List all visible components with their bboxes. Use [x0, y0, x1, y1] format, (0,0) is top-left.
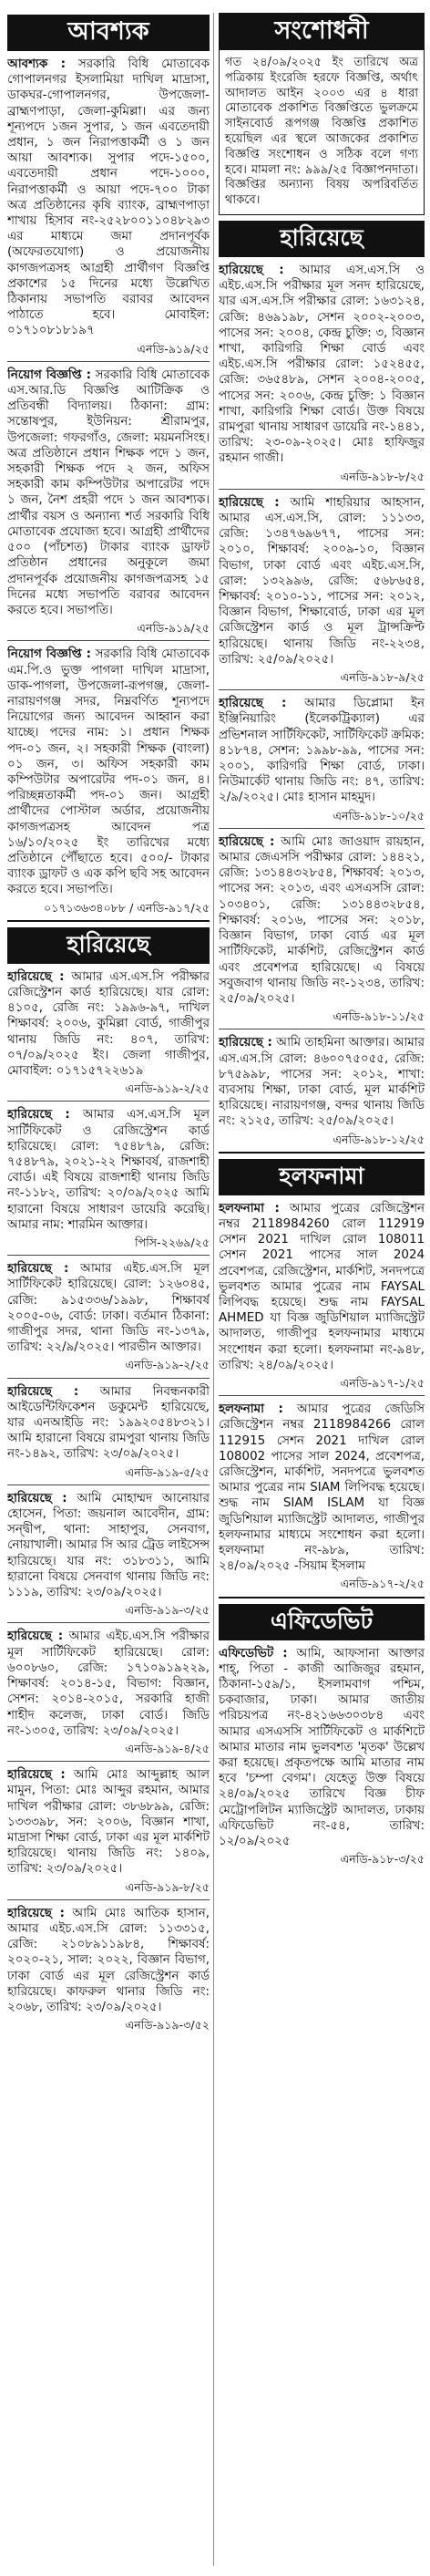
- lost-ad: [219, 263, 425, 484]
- lost-ad: [219, 1035, 425, 1146]
- ad-body: সরকারি বিধি মোতাবেক এস.আর.ডি বিজ্ঞপ্তি আটিক্রিক ও প্রতিবন্ধী বিদ্যালয়। ঠিকানা: গ্রাম: সন্তোষপুর, ইউনিয়ন: শ্রীরামপুর, উপজেলা: গফরগাঁও, জেলা: ময়মনসিংহ। অত্র প্রতিষ্ঠানে প্রধান শিক্ষক পদে ১ জন, সহকারী শিক্ষক পদে ২ জন, অফিস সহকারী কাম কম্পিউটার অপারেটর পদে ১ জন, নৈশ প্রহরী পদে ১ জন আবশ্যক। প্রার্থীর বয়স ও অন্যান্য শর্ত সরকারি বিধি মোতাবেক প্রযোজ্য হবে। আগ্রহী প্রার্থীদের ৫০০ (পাঁচশত) টাকার ব্যাংক ড্রাফট প্রতিষ্ঠান প্রধানের অনুকূলে জমা প্রদানপূর্বক প্রয়োজনীয় কাগজপত্রসহ ১৫ দিনের মধ্যে সভাপতি বরাবর আবেদন করতে হবে। সভাপতি।: [7, 367, 210, 617]
- ad-body: আমি শাহরিয়ার আহসান, আমার এস.এস.সি, রোল: ১১১৩৩, রেজি: ১৩৪৭৬৯৬৭৭, পাসের সন: ২০১০, শিক্ষাবর্ষ: ২০০৯-১০, বিজ্ঞান বিভাগ, ঢাকা বোর্ড এবং এইচ.এস.সি, রোল: ১৩২৯৯৬, রেজি: ৫৬৮৬৫৪, শিক্ষাবর্ষ: ২০১০-১১, পাসের সন: ২০১২, বিজ্ঞান বিভাগ, শিক্ষাবোর্ড, ঢাকা এর মূল রেজিস্ট্রেশন কার্ড ও মূল ট্রান্সক্রিপ্ট হারিয়েছে। থানায় জিডি নং-২২৩৪, তারিখ: ২৫/০৯/২০২৫।: [219, 495, 425, 667]
- ad-lead: আবশ্যক :: [7, 57, 66, 71]
- ad-separator: [219, 689, 425, 690]
- ad-lead: নিয়োগ বিজ্ঞপ্তি :: [7, 647, 92, 662]
- ad-code: এনডি-৯১৯-৩/৫২: [125, 2018, 210, 2033]
- lost-ad: [7, 1767, 210, 1895]
- ad-lead: হারিয়েছে :: [219, 1036, 272, 1050]
- lost-ad: [7, 1107, 210, 1250]
- ad-lead: হলফনামা :: [219, 1201, 280, 1216]
- affidavit2-ad: [219, 1646, 425, 1867]
- wanted-ad: [7, 647, 210, 915]
- ad-separator: [7, 640, 210, 641]
- ad-code: এনডি-৯১৮-১০/২৫: [333, 808, 425, 822]
- ad-lead: হারিয়েছে :: [219, 495, 280, 510]
- wanted-heading: আবশ্যক: [7, 15, 210, 51]
- ad-body: আমার এস.এস.সি ও এইচ.এস.সি পরীক্ষার মূল সনদ হারিয়েছে, যার এস.এস.সি পরীক্ষার রোল: ১৬৩১২৪, রেজি: ৪৬৯১৯৮, সেশন ২০০২-২০০৩, পাসের সন: ২০০৪, কেন্দ্র চুক্তি: ৩, বিজ্ঞান শাখা, কারিগরি শিক্ষা বোর্ড এবং এইচ.এস.সি পরীক্ষার রোল: ১৫২৪৫৫, রেজি: ৩৬৫৪৮৯, সেশন ২০০৪-২০০৫, পাসের সন: ২০০৬, কেন্দ্র চুক্তি: ১ বিজ্ঞান শাখা, কারিগরি শিক্ষা বোর্ড। উক্ত বিষয়ে রামপুরা থানায় সাধারণ ডায়েরি নং-১৪৪১, তারিখ: ২৩-০৯-২০২৫। মোঃ হাফিজুর রহমান গাজী।: [219, 263, 425, 466]
- ad-code: এনডি-৯১৯-৫/২৫: [125, 1464, 210, 1479]
- wanted-ad: [7, 367, 210, 636]
- ad-body: সরকারি বিধি মোতাবেক গোপালনগর ইসলামিয়া দাখিল মাদ্রাসা, ডাকঘর-গোপালনগর, উপজেলা-ব্রাহ্মণপাড়া, জেলা-কুমিল্লা। এর জন্য শূন্যপদে ১জন সুপার, ১ জন এবতেদায়ী প্রধান, ১ জন নিরাপত্তাকর্মী ও ১ জন আয়া আবশ্যক। সুপার পদে-১৫০০, এবতেদায়ী প্রধান পদে-১০০০, নিরাপত্তাকর্মী ও আয়া পদে-৭০০ টাকা অত্র প্রতিষ্ঠানের কৃষি ব্যাংক, ব্রাহ্মণপাড়া শাখায় হিসাব নং-২৫২৮০০১১০৪৮২৯৩ এর মাধ্যমে জমা প্রদানপূর্বক (অফেরতযোগ্য) ও প্রয়োজনীয় কাগজপত্রসহ আগ্রহী প্রার্থীগণ বিজ্ঞপ্তি প্রকাশের ১৫ দিনের মধ্যে উল্লেখিত ঠিকানায় সভাপতি বরাবর আবেদন পাঠাতে হবে। মোবাইল: ০১৭১০৮১৮১৯৭: [7, 57, 210, 338]
- lost-ad: [7, 1491, 210, 1619]
- ad-lead: হারিয়েছে :: [219, 263, 284, 277]
- ad-body: সরকারি বিধি মোতাবেক এম.পি.ও ভুক্ত পাগলা দাখিল মাদ্রাসা, ডাক-পাগলা, উপজেলা-রূপগঞ্জ, জেলা-নারায়ণগঞ্জ সদর, নিম্নবর্ণিত শূন্যপদে নিয়োগের জন্য আবেদন আহ্বান করা যাচ্ছে। পদের নাম: ১। প্রধান শিক্ষক পদ-০১ জন, ২। সহকারী শিক্ষক (বাংলা) ০১ জন, ৩। অফিস সহকারী কাম কম্পিউটার অপারেটর পদ-০১ জন, ৪। পরিচ্ছন্নতাকর্মী পদ-০১ জন। আগ্রহী প্রার্থীদের পোস্টাল অর্ডার, প্রয়োজনীয় কাগজপত্রসহ আবেদন পত্র ১৬/১০/২০২৫ ইং তারিখের মধ্যে প্রতিষ্ঠানে পৌঁছাতে হবে। ৫০০/- টাকার ব্যাংক ড্রাফট ও এক কপি ছবি সহ আবেদন করতে হবে। সভাপতি।: [7, 647, 210, 897]
- ad-body: আমি, আফসানা আক্তার শাহ্‌, পিতা - কাজী আজিজুর রহমান, ঠিকানা-১৫৯/১, ইসলামবাগ পশ্চিম, চকবাজার, ঢাকা। আমার জাতীয় পরিচয়পত্র নং-৪২১৬৬৩০৩৮৪ এবং আমার এসএসসি সার্টিফিকেট ও মার্কশিটে আমার মাতার নাম ভুলবশত 'মৃতক' উল্লেখ করা হয়েছে। প্রকৃতপক্ষে আমি মাতার নাম হবে 'চম্পা বেগম'। যেহেতু উক্ত বিষয়ে ২৪/০৯/২০২৫ তারিখে বিজ্ঞ চীফ মেট্রোপলিটন ম্যাজিস্ট্রেট আদালত, ঢাকায় এফিডেভিট নং-৫৪, তারিখ: ১২/০৯/২০২৫: [219, 1646, 425, 1849]
- ad-separator: [219, 828, 425, 829]
- lost-ad: [7, 1384, 210, 1480]
- lost-ad: [7, 969, 210, 1097]
- ad-separator: [7, 361, 210, 362]
- ad-code: এনডি-৯১৮-৮/২৫: [340, 469, 425, 483]
- ad-body: আমার নিবন্ধনকারী আইডেন্টিফিকেশন ডকুমেন্ট হারিয়েছে, যার এনআইডি নং: ১৯৯২০৫৪৮৩২১। আমি হারানো বিষয়ে রামপুরা থানায় জিডি নং-১৪৯২, তারিখ: ২৩/০৯/২০২৫।: [7, 1384, 210, 1462]
- lost-ad: [7, 1906, 210, 2033]
- section-separator: [7, 920, 210, 922]
- ad-code: এনডি-৯১৮-৩/২৫: [340, 1852, 425, 1867]
- left-column: [7, 13, 210, 2034]
- ad-code: এনডি-৯১৮-১১/২৫: [333, 1009, 425, 1024]
- ad-code: এনডি-৯১৯/২৫: [137, 621, 210, 636]
- ad-body: আমার এস.এস.সি মূল সার্টিফিকেট ও রেজিস্ট্রেশন কার্ড হারিয়েছে। রোল: ৭৫৪৮৭৯, রেজি: ৭৫৪৮৭৯, ২০২১-২২ শিক্ষাবর্ষ, রাজশাহী বোর্ড। এই বিষয়ে রাজশাহী থানায় জিডি নং-১১৮২, তারিখ: ২০/০৯/২০২৫ আমি হারানো বিষয়ে সাধারণ ডায়েরি করেছি। আমার নাম: শারমিন আক্তার।: [7, 1108, 210, 1232]
- ad-code: এনডি-৯১৯/২৫: [137, 341, 210, 356]
- ad-body: আমি মোঃ জাওয়াদ রায়হান, আমার জেএসসি পরীক্ষার রোল: ১৪৪২১, রেজি: ১৩১৪৪৩২৮৫৪, শিক্ষাবর্ষ: ২০১৩, পাসের সন: ২০১৩, এবং এসএসসি রোল: ১০৩৪০১, রেজি: ১৩১৪৪৩২৮৫৪, শিক্ষাবর্ষ: ২০১৬, পাসের সন: ২০১৮, বিজ্ঞান বিভাগ, ঢাকা বোর্ড এর মূল সার্টিফিকেট, মার্কশিট, রেজিস্ট্রেশন কার্ড এবং প্রবেশপত্র হারিয়েছে। এ বিষয়ে সবুজবাগ থানায় জিডি নং-১২৩৪, তারিখ: ২৫/০৯/২০২৫।: [219, 834, 425, 1006]
- lost-heading: হারিয়েছে: [7, 927, 210, 964]
- wanted-ad: [7, 57, 210, 357]
- ad-separator: [7, 1899, 210, 1900]
- ad-separator: [7, 1378, 210, 1379]
- ad-lead: হারিয়েছে :: [219, 834, 275, 849]
- ad-code: এনডি-৯১৭-১/২৫: [340, 1375, 425, 1390]
- affidavit-heading: হলফনামা: [219, 1159, 425, 1195]
- ad-separator: [7, 1761, 210, 1762]
- ad-body: আমার এইচ.এস.সি পরীক্ষার মূল সার্টিফিকেট হারিয়েছে। রোল: ৬০০৮৬০, রেজি: ১৭১০৯১৯২২৯, শিক্ষাবর্ষ: ২০১৪-১৫, বিভাগ: বিজ্ঞান, সেশন: ২০১৪-২০১৫, সরকারি হাজী শাহীদ কলেজ, ঢাকা বোর্ড। জিডি নং-১৩০৫, তারিখ: ২৩/০৯/২০২৫।: [7, 1629, 210, 1738]
- ad-body: আমার পুত্রের জেডিসি রেজিস্ট্রেশন নম্বর 2118984266 রোল 112915 সেশন 2021 দাখিল রোল 108002 পাসের সাল 2024, প্রবেশপত্র, রেজিস্ট্রেশন, মার্কশিট, সনদপত্রে ভুলবশত আমার পুত্রের নাম SIAM লিপিবদ্ধ হয়েছে। শুদ্ধ নাম SIAM ISLAM যা বিজ্ঞ জুডিশিয়াল ম্যাজিস্ট্রেট আদালত, গাজীপুর হলফনামার মাধ্যমে সংশোধন করা হলো। হলফনামা নং-৯৮৯, তারিখ: ২৪/০৯/২০২৫ -সিয়াম ইসলাম: [219, 1402, 425, 1574]
- ad-body: আমার ডিপ্লোমা ইন ইঞ্জিনিয়ারিং (ইলেকট্রিক্যাল) এর প্রভিশনাল সার্টিফিকেট, সার্টিফিকেট ক্রমিক: ৪১৮৭৪, সেশন: ১৯৯৮-৯৯, পাসের সন: ২০০১, কারিগরি শিক্ষা বোর্ড, ঢাকা। নিউমার্কেট থানায় জিডি নং: ৪৭, তারিখ: ২/৯/২০২৫। মোঃ হাসান মাহমুদ।: [219, 697, 425, 805]
- ad-lead: হলফনামা :: [219, 1402, 283, 1417]
- affidavit-ad: [219, 1201, 425, 1391]
- ad-lead: হারিয়েছে :: [7, 1108, 70, 1122]
- ad-lead: হারিয়েছে :: [7, 1906, 65, 1920]
- ad-lead: হারিয়েছে :: [7, 1491, 67, 1505]
- ad-lead: হারিয়েছে :: [7, 969, 65, 984]
- correction-heading: সংশোধনী: [220, 14, 424, 50]
- ad-separator: [219, 1395, 425, 1396]
- right-column: [219, 13, 425, 1868]
- ad-body: আমার এইচ.এস.সি মূল সার্টিফিকেট হারিয়েছে। রোল: ১২৬০৪৫, রেজি: ৯১৫৩৩৬/১৯৯৮, শিক্ষাবর্ষ ২০০৫-০৬, বোর্ড: ঢাকা। বর্তমান ঠিকানা: গাজীপুর সদর, থানা জিডি নং-১৩৭৯, তারিখ: ২২/৯/২০২৫। পারভীন আক্তার।: [7, 1262, 210, 1355]
- ad-code: ০১৭১৩৬৩৪০৮৮ / এনডি-৯১৭/২৫: [44, 900, 210, 915]
- correction-body: গত ২৪/০৯/২০২৫ ইং তারিখে অত্র পত্রিকায় ইংরেজি হরফে বিজ্ঞপ্তি, অর্থাৎ আদালত আইন ২০০৩ এর ৪ ধারা মোতাবেক প্রকাশিত বিজ্ঞপ্তিতে ভুলক্রমে সাইনবোর্ড রূপগঞ্জ বিজ্ঞপ্তি প্রকাশিত হয়েছিল এর স্থলে আজকের প্রকাশিত বিজ্ঞপ্তি সংশোধন ও সঠিক বলে গণ্য হবে। মামলা নং: ৯৯৯/২৫ বিজ্ঞাপনদাতা। বিজ্ঞপ্তির অন্যান্য বিষয় অপরিবর্তিত থাকবে।: [225, 56, 418, 208]
- ad-code: এনডি-৯১৮-১২/২৫: [333, 1132, 425, 1146]
- ad-body: আমি তাহমিনা আক্তার। আমার এস.এস.সি রোল: ৪৬০০৭৫০৫৫, রেজি: ৮৭৫৯৯৮, পাসের সন: ২০১২, শাখা: ব্যবসায় শিক্ষা, ঢাকা বোর্ড, মূল মার্কশিট হারিয়েছে। নারায়ণগঞ্জ, বন্দর থানায় জিডি নং: ২১২৫, তারিখ: ২৫/০৯/২০২৫।: [219, 1036, 425, 1129]
- ad-code: পিসি-২২৬৯/২৫: [135, 1236, 210, 1250]
- ad-separator: [219, 489, 425, 490]
- ad-body: আমি মোঃ আতিক হাসান, আমার এইচ.এস.সি রোল: ১১৩৩১৫, রেজি: ২১০৮৯১১৯৮৪, শিক্ষাবর্ষ: ২০২০-২১, সাল: ২০২২, বিজ্ঞান বিভাগ, ঢাকা বোর্ড এর মূল রেজিস্ট্রেশন কার্ড হারিয়েছে। কাফরুল থানার জিডি নং: ২০৬৮, তারিখ: ২৩/০৯/২০২৫।: [7, 1906, 210, 2014]
- ad-lead: হারিয়েছে :: [7, 1768, 66, 1783]
- lost-heading: হারিয়েছে: [219, 221, 425, 257]
- ad-body: আমি মোহাম্মদ আনোয়ার হোসেন, পিতা: জয়নাল আবেদীন, গ্রাম: সন্দ্বীপ, থানা: সাহাপুর, সেনবাগ, নোয়াখালী। আমার সি আর ট্রেড লাইসেন্স হারিয়েছে। যার নং: ৩১৮৩১১, আমি হারানো বিষয়ে সেনবাগ থানায় জিডি নং: ১১১৯, তারিখ: ২৩/০৯/২০২৫।: [7, 1491, 210, 1600]
- ad-code: এনডি-৯১৭-২/২৫: [340, 1577, 425, 1591]
- ad-code: এনডি-৯১৯-৪/২৫: [125, 1741, 210, 1755]
- ad-body: আমার পুত্রের রেজিস্ট্রেশন নম্বর 2118984260 রোল 112919 সেশন 2021 দাখিল রোল 108011 সেশন 2021 পাসের সাল 2024 প্রবেশপত্র, রেজিস্ট্রেশন, মার্কশিট, সনদপত্রে ভুলবশত আমার পুত্রের নাম FAYSAL লিপিবদ্ধ হয়েছে। শুদ্ধ নাম FAYSAL AHMED যা বিজ্ঞ জুডিশিয়াল ম্যাজিস্ট্রেট আদালত, গাজীপুর হলফনামার মাধ্যমে সংশোধন করা হলো। হলফনামা নং-৯৪৮, তারিখ: ২৪/০৯/২০২৫।: [219, 1201, 425, 1372]
- ad-separator: [7, 1101, 210, 1102]
- ad-code: এনডি-৯১৯-২/২৫: [125, 1358, 210, 1372]
- ad-lead: হারিয়েছে :: [219, 697, 287, 711]
- ad-separator: [7, 1622, 210, 1623]
- correction-notice: [219, 13, 425, 215]
- ad-lead: হারিয়েছে :: [7, 1629, 64, 1644]
- section-separator: [219, 1152, 425, 1154]
- ad-lead: হারিয়েছে :: [7, 1262, 69, 1277]
- lost-ad: [219, 834, 425, 1024]
- ad-body: আমার এস.এস.সি পরীক্ষার রেজিস্ট্রেশন কার্ড হারিয়েছে। যার রোল: ৪১০৫, রেজি নং: ১৯৯৬-৯৭, দাখিল শিক্ষাবর্ষ: ২০০৬, কুমিল্লা বোর্ড, গাজীপুর থানায় জিডি নং: ৪০৭, তারিখ: ০৭/০৯/২০২৫ ইং। জেলা গাজীপুর, মোবাইল: ০১৭১৫৭২২৬১৯: [7, 969, 210, 1078]
- ad-lead: হারিয়েছে :: [7, 1384, 79, 1399]
- ad-lead: নিয়োগ বিজ্ঞপ্তি :: [7, 367, 92, 382]
- ad-separator: [7, 1255, 210, 1256]
- ad-code: এনডি-৯১৯-২/২৫: [125, 1081, 210, 1096]
- ad-body: আমি মোঃ আব্দুল্লাহ আল মামুন, পিতা: মোঃ আব্দুর রহমান, আমার দাখিল পরীক্ষার রোল: ৩৮৬৮৯৯, রেজি: ১৩৩৩৯৮, সন: ২০০৬, বিজ্ঞান শাখা, মাদ্রাসা শিক্ষা বোর্ড, ঢাকা এর মূল মার্কশিট হারিয়েছে। থানায় জিডি নং: ১৪০৯, তারিখ: ২৩/০৯/২০২৫।: [7, 1768, 210, 1877]
- section-separator: [219, 1597, 425, 1598]
- ad-code: এনডি-৯১৯-৩/২৫: [125, 1603, 210, 1618]
- affidavit2-heading: এফিডেভিট: [219, 1604, 425, 1640]
- ad-lead: এফিডেভিট :: [219, 1646, 288, 1660]
- ad-code: এনডি-৯১৮-৯/২৫: [340, 670, 425, 685]
- lost-ad: [7, 1629, 210, 1756]
- column-divider: [213, 13, 214, 2566]
- affidavit-ad: [219, 1402, 425, 1591]
- lost-ad: [219, 495, 425, 685]
- lost-ad: [7, 1261, 210, 1372]
- lost-ad: [219, 696, 425, 823]
- ad-code: এনডি-৯১৯-৮/২৫: [125, 1879, 210, 1894]
